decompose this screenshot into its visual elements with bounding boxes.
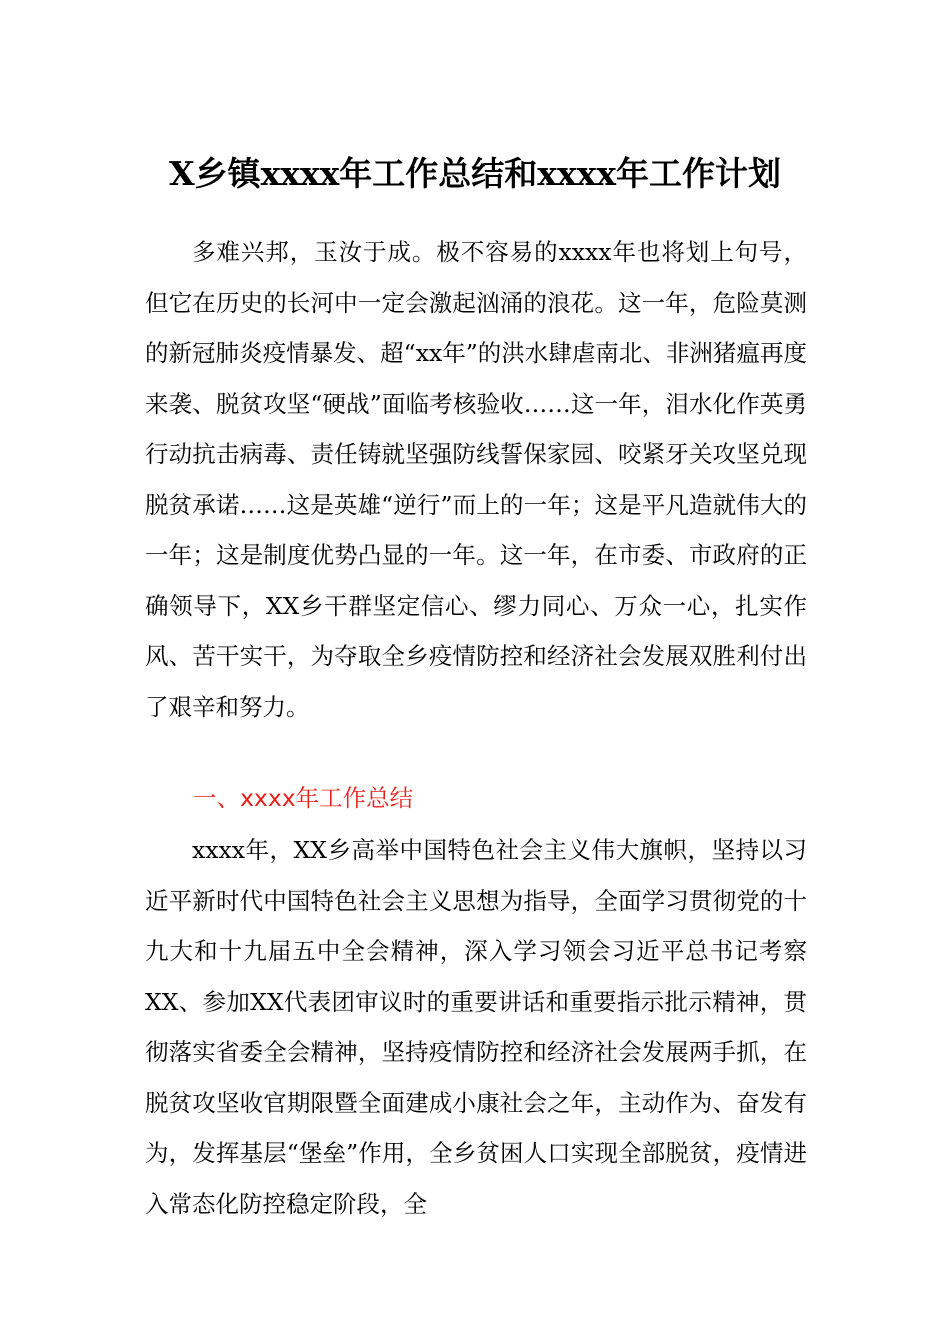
section-heading: 一、xxxx年工作总结 [193,784,414,812]
summary-paragraph: xxxx年，XX乡高举中国特色社会主义伟大旗帜，坚持以习近平新时代中国特色社会主义思想为指导，全面学习贯彻党的十九大和十九届五中全会精神，深入学习领会习近平总书记考察XX、参加XX代表团审议时的重要讲话和重要指示批示精神，贯彻落实省委全会精神，坚持疫情防控和经济社会发展两手抓，在脱贫攻坚收官期限暨全面建成小康社会之年，主动作为、奋发有为，发挥基层“堡垒”作用，全乡贫困人口实现全部脱贫，疫情进入常态化防控稳定阶段，全 [145,836,807,1218]
intro-section [145,227,807,732]
intro-paragraph: 多难兴邦，玉汝于成。极不容易的xxxx年也将划上句号，但它在历史的长河中一定会激起汹涌的浪花。这一年，危险莫测的新冠肺炎疫情暴发、超“xx年”的洪水肆虐南北、非洲猪瘟再度来袭、脱贫攻坚“硬战”面临考核验收……这一年，泪水化作英勇行动抗击病毒、责任铸就坚强防线誓保家园、咬紧牙关攻坚兑现脱贫承诺……这是英雄“逆行”而上的一年；这是平凡造就伟大的一年；这是制度优势凸显的一年。这一年，在市委、市政府的正确领导下，XX乡干群坚定信心、缪力同心、万众一心，扎实作风、苦干实干，为夺取全乡疫情防控和经济社会发展双胜利付出了艰辛和努力。 [145,238,807,721]
summary-section [145,825,807,1229]
document-title: X乡镇xxxx年工作总结和xxxx年工作计划 [169,154,781,193]
